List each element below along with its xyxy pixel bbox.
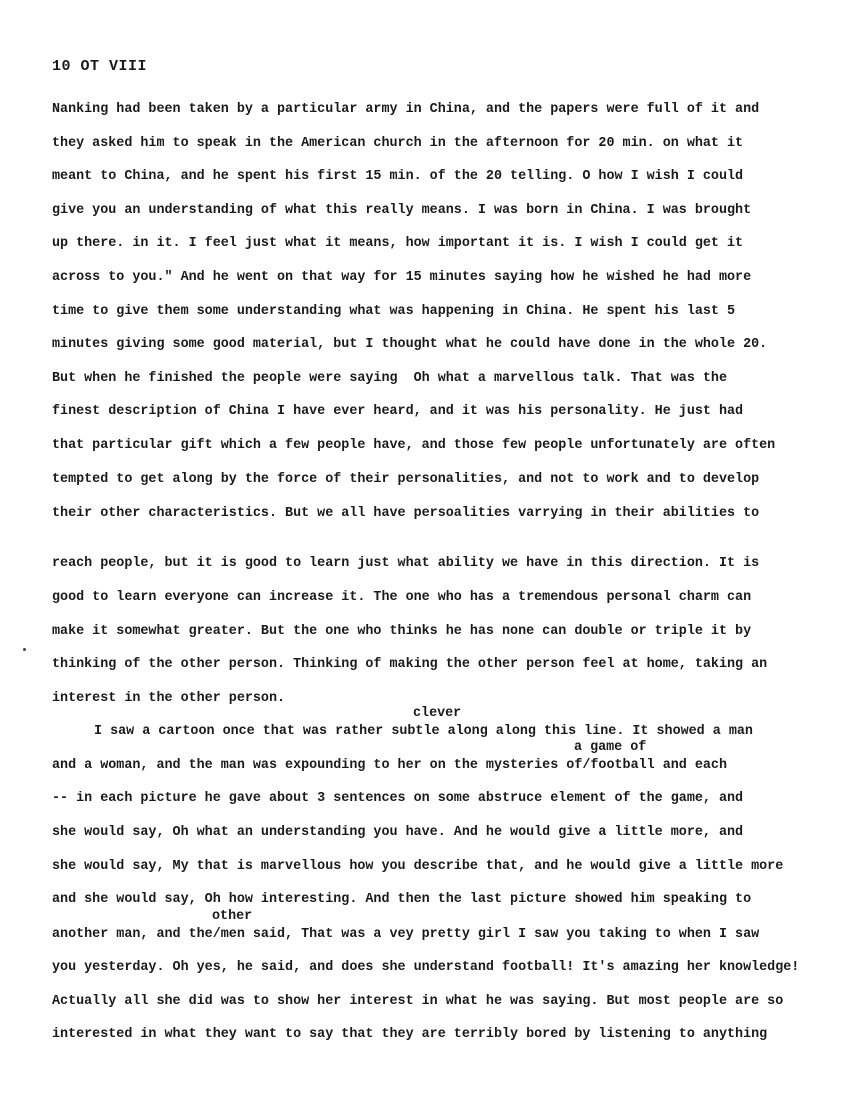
text-line: give you an understanding of what this really means. I was born in China. I was brought	[52, 203, 752, 218]
text-line: she would say, Oh what an understanding you have. And he would give a little more, and	[52, 825, 744, 840]
handwritten-insertion: other	[212, 909, 253, 924]
text-line: Actually all she did was to show her interest in what he was saying. But most people are so	[52, 994, 784, 1009]
text-line: and a woman, and the man was expounding to her on the mysteries of/football and each	[52, 758, 727, 773]
text-line: tempted to get along by the force of their personalities, and not to work and to develop	[52, 472, 760, 487]
text-line: and she would say, Oh how interesting. And then the last picture showed him speaking to	[52, 892, 752, 907]
text-line: minutes giving some good material, but I thought what he could have done in the whole 20.	[52, 337, 768, 352]
text-line: she would say, My that is marvellous how you describe that, and he would give a little more	[52, 859, 784, 874]
text-line: across to you." And he went on that way for 15 minutes saying how he wished he had more	[52, 270, 752, 285]
text-line: But when he finished the people were saying Oh what a marvellous talk. That was the	[52, 371, 727, 386]
text-line: that particular gift which a few people have, and those few people unfortunately are often	[52, 438, 776, 453]
text-line: thinking of the other person. Thinking of making the other person feel at home, taking an	[52, 657, 768, 672]
text-line: their other characteristics. But we all have persoalities varrying in their abilities to	[52, 506, 760, 521]
text-line: I saw a cartoon once that was rather subtle along along this line. It showed a man	[94, 724, 753, 739]
text-line: Nanking had been taken by a particular army in China, and the papers were full of it and	[52, 102, 760, 117]
text-line: make it somewhat greater. But the one who thinks he has none can double or triple it by	[52, 624, 752, 639]
text-line: interest in the other person.	[52, 691, 286, 706]
text-line: good to learn everyone can increase it. The one who has a tremendous personal charm can	[52, 590, 752, 605]
text-line: interested in what they want to say that they are terribly bored by listening to anything	[52, 1027, 768, 1042]
text-line: you yesterday. Oh yes, he said, and does she understand football! It's amazing her knowledge!	[52, 960, 800, 975]
text-line: up there. in it. I feel just what it means, how important it is. I wish I could get it	[52, 236, 744, 251]
text-line: meant to China, and he spent his first 15 min. of the 20 telling. O how I wish I could	[52, 169, 744, 184]
handwritten-insertion: clever	[413, 706, 462, 721]
handwritten-insertion: a game of	[574, 740, 647, 755]
text-line: they asked him to speak in the American church in the afternoon for 20 min. on what it	[52, 136, 744, 151]
text-line: -- in each picture he gave about 3 sentences on some abstruce element of the game, and	[52, 791, 744, 806]
stray-ink-mark	[23, 648, 26, 651]
text-line: time to give them some understanding what was happening in China. He spent his last 5	[52, 304, 736, 319]
text-line: finest description of China I have ever heard, and it was his personality. He just had	[52, 404, 744, 419]
page-header: 10 OT VIII	[52, 58, 148, 75]
text-line: another man, and the/men said, That was a vey pretty girl I saw you taking to when I saw	[52, 927, 760, 942]
text-line: reach people, but it is good to learn just what ability we have in this direction. It is	[52, 556, 760, 571]
